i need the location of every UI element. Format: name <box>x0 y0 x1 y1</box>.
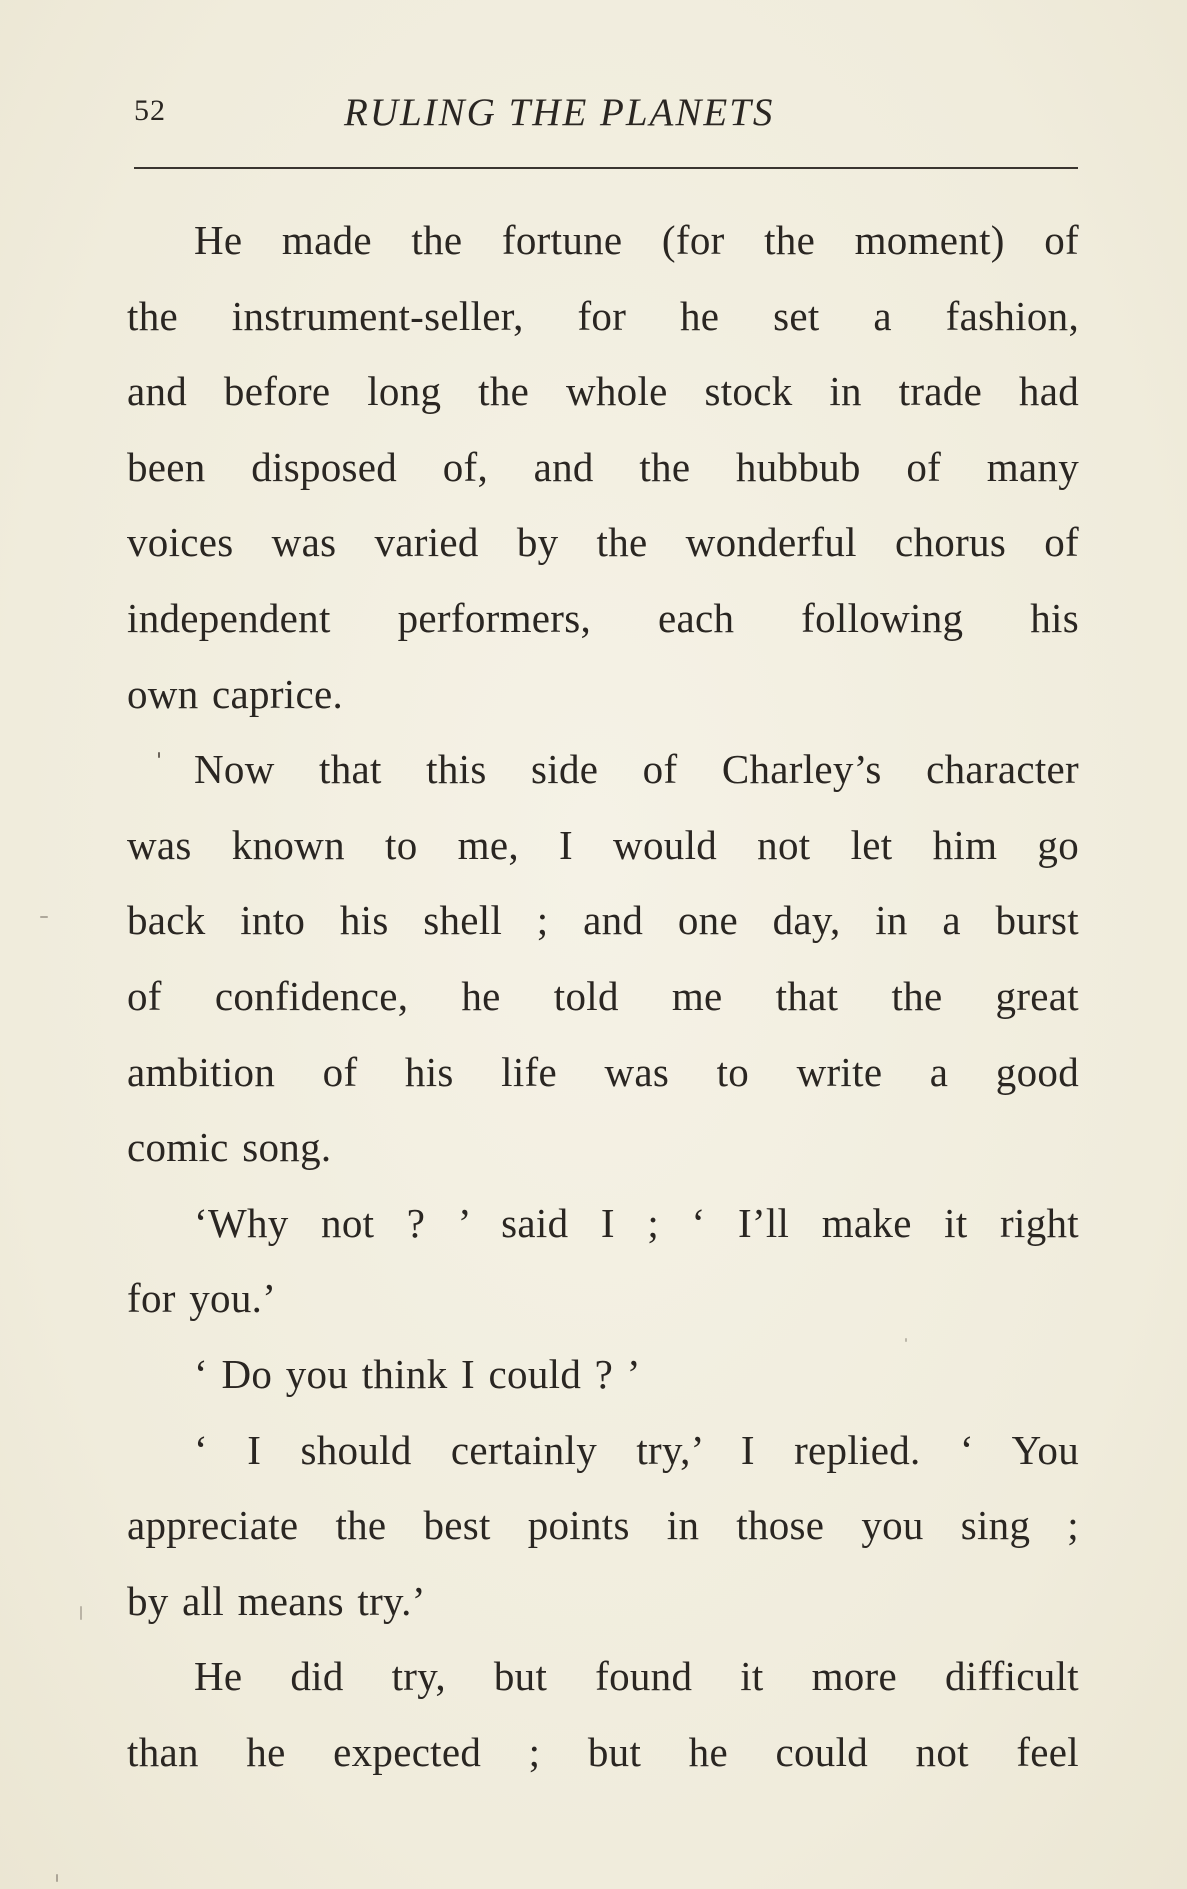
text-line: ambition of his life was to write a good <box>127 1048 1079 1095</box>
text-line: was known to me, I would not let him go <box>127 821 1079 868</box>
body-text <box>127 203 1079 1790</box>
text-line: appreciate the best points in those you sing ; <box>127 1502 1079 1549</box>
text-line: ‘ I should certainly try,’ I replied. ‘ You <box>194 1426 1079 1473</box>
text-line: comic song. <box>127 1124 332 1171</box>
text-line: He did try, but found it more difficult <box>194 1653 1079 1700</box>
paper-speck <box>80 1606 82 1620</box>
text-line: been disposed of, and the hubbub of many <box>127 443 1079 490</box>
text-line: and before long the whole stock in trade had <box>127 368 1079 415</box>
text-line: ‘ Do you think I could ? ’ <box>194 1350 641 1397</box>
text-line: the instrument-seller, for he set a fashion, <box>127 292 1079 339</box>
text-line: independent performers, each following his <box>127 594 1079 641</box>
paper-speck <box>905 1338 907 1342</box>
text-line: own caprice. <box>127 670 344 717</box>
header-rule <box>134 167 1078 169</box>
page-header <box>134 90 1078 140</box>
paper-speck <box>158 752 160 758</box>
text-line: than he expected ; but he could not feel <box>127 1728 1079 1775</box>
paper-speck <box>40 916 48 918</box>
running-title: RULING THE PLANETS <box>344 91 775 134</box>
text-line: voices was varied by the wonderful chorus of <box>127 519 1079 566</box>
page-number: 52 <box>134 94 166 127</box>
paper-speck <box>56 1874 58 1882</box>
text-line: He made the fortune (for the moment) of <box>194 217 1079 263</box>
text-line: Now that this side of Charley’s character <box>194 746 1079 793</box>
text-line: by all means try.’ <box>127 1577 426 1624</box>
text-line: back into his shell ; and one day, in a burst <box>127 897 1079 944</box>
text-line: ‘Why not ? ’ said I ; ‘ I’ll make it right <box>194 1199 1079 1246</box>
text-line: of confidence, he told me that the great <box>127 972 1079 1019</box>
text-line: for you.’ <box>127 1275 277 1322</box>
